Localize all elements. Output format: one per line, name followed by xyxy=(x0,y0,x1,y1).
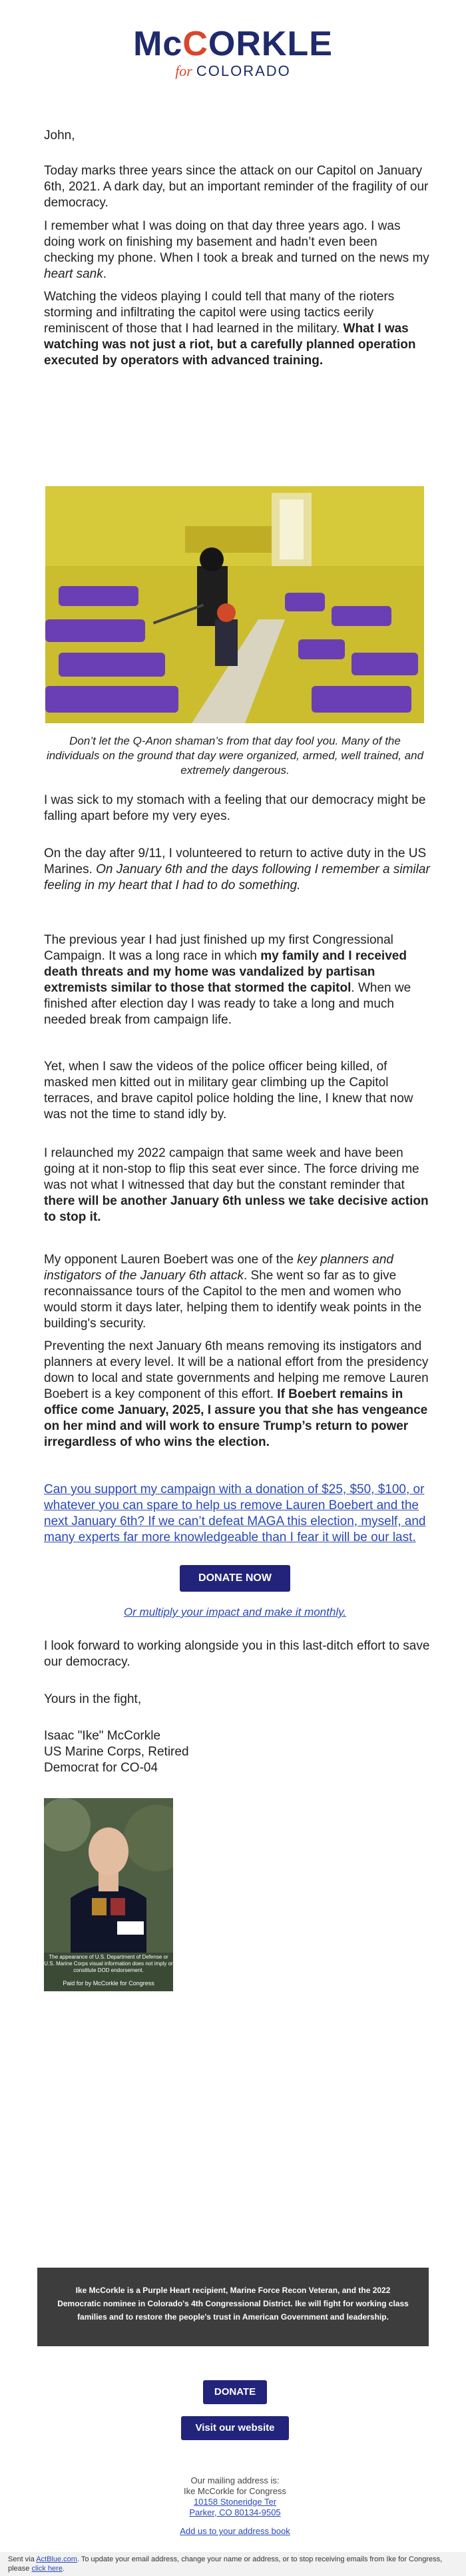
donate-link-paragraph[interactable] xyxy=(44,1482,430,1546)
paragraph-7: Yet, when I saw the videos of the police officer being killed, of masked men kitted out in military gear climbing up the Capitol terraces, and brave capitol police holding the line, I knew that now was not the time to stand idly by. xyxy=(44,1060,413,1122)
capitol-riot-photo xyxy=(45,486,424,723)
mailing-address xyxy=(44,2475,426,2537)
mailing-street[interactable]: 10158 Stoneridge Ter xyxy=(193,2497,277,2507)
unsubscribe-link[interactable]: click here xyxy=(31,2565,63,2573)
mailing-city[interactable]: Parker, CO 80134-9505 xyxy=(189,2507,281,2517)
candidate-portrait xyxy=(44,1798,173,1991)
signature-role: Democrat for CO-04 xyxy=(44,1761,158,1775)
donate-text-link[interactable]: Can you support my campaign with a donation of $25, $50, $100, or whatever you can spare to help us remove Lauren Boebert and the next January 6th? If we can’t defeat MAGA this election, myself, and many experts far more knowledgeable than I fear it will be our last. xyxy=(44,1482,426,1544)
signature-title: US Marine Corps, Retired xyxy=(44,1745,189,1759)
email-footer: Sent via ActBlue.com. To update your email address, change your name or address, or to stop receiving emails from Ike for Congress, please click here. xyxy=(0,2552,466,2576)
monthly-donation-link[interactable]: Or multiply your impact and make it monthly. xyxy=(123,1606,347,1618)
logo-subtitle: for COLORADO xyxy=(175,63,291,79)
mailing-label: Our mailing address is: xyxy=(190,2475,280,2485)
paragraph-8: I relaunched my 2022 campaign that same week and have been going at it non-stop to flip this seat ever since. The force driving me was not what I witnessed that day but the constant reminder that there will be another January 6th unless we take decisive action to stop it. xyxy=(44,1146,429,1224)
signoff: Yours in the fight, xyxy=(44,1692,142,1706)
signature-block xyxy=(44,1728,430,1776)
monthly-link-wrap xyxy=(44,1604,426,1620)
paragraph-3: Watching the videos playing I could tell that many of the rioters storming and infiltrating the capitol were using tactics eerily reminiscent of those that I had learned in the military. What I was watching was not just a riot, but a carefully planned operation executed by operators with advanced training. xyxy=(44,290,416,368)
candidate-bio: Ike McCorkle is a Purple Heart recipient, Marine Force Recon Veteran, and the 2022 Democratic nominee in Colorado's 4th Congressional District. Ike will fight for working class families and to restore the people's trust in American Government and leadership. xyxy=(57,2286,409,2322)
visit-website-button[interactable]: Visit our website xyxy=(181,2416,289,2440)
donate-now-button[interactable]: DONATE NOW xyxy=(180,1565,290,1592)
portrait-paid-for: Paid for by McCorkle for Congress xyxy=(63,1980,154,1987)
actblue-link[interactable]: ActBlue.com xyxy=(36,2555,77,2563)
portrait-disclaimer: The appearance of U.S. Department of Defense or U.S. Marine Corps visual information does not imply or constitute DOD endorsement. xyxy=(44,1954,173,1973)
paragraph-9: My opponent Lauren Boebert was one of the key planners and instigators of the January 6th attack. She went so far as to give reconnaissance tours of the Capitol to the men and women who would storm it days later, helping them to identify weak points in the building's security. xyxy=(44,1253,422,1331)
portrait-image xyxy=(44,1798,173,1953)
paragraph-4: I was sick to my stomach with a feeling that our democracy might be falling apart before my very eyes. xyxy=(44,793,426,823)
paragraph-11: I look forward to working alongside you in this last-ditch effort to save our democracy. xyxy=(44,1639,430,1669)
paragraph-5: On the day after 9/11, I volunteered to return to active duty in the US Marines. On January 6th and the days following I remember a similar feeling in my heart that I had to do something. xyxy=(44,846,430,892)
paragraph-10: Preventing the next January 6th means removing its instigators and planners at every level. It will be a national effort from the presidency down to local and state governments and helping me remove Lauren Boebert is a key component of this effort. If Boebert remains in office come January, 2025, I assure you that she has vengeance on her mind and will work to ensure Trump’s return to power irregardless of who wins the election. xyxy=(44,1339,429,1449)
paragraph-6: The previous year I had just finished up my first Congressional Campaign. It was a long race in which my family and I received death threats and my home was vandalized by partisan extremists similar to those that stormed the capitol. When we finished after election day I was ready to take a long and much needed break from campaign life. xyxy=(44,933,411,1027)
mailing-org: Ike McCorkle for Congress xyxy=(184,2486,286,2496)
photo-caption: Don’t let the Q-Anon shaman’s from that day fool you. Many of the individuals on the ground that day were organized, armed, well trained, and extremely dangerous. xyxy=(46,735,424,777)
address-book-link[interactable]: Add us to your address book xyxy=(180,2526,290,2536)
greeting: John, xyxy=(44,129,75,143)
logo-name: McCORKLE xyxy=(133,25,333,63)
donate-button[interactable]: DONATE xyxy=(203,2380,267,2404)
candidate-bio-box xyxy=(37,2268,429,2346)
signature-name: Isaac "Ike" McCorkle xyxy=(44,1729,161,1743)
campaign-logo[interactable] xyxy=(126,25,340,80)
paragraph-2: I remember what I was doing on that day three years ago. I was doing work on finishing my basement and hadn’t even been checking my phone. When I took a break and turned on the news my heart sank. xyxy=(44,219,429,281)
paragraph-1: Today marks three years since the attack on our Capitol on January 6th, 2021. A dark day, but an important reminder of the fragility of our democracy. xyxy=(44,164,429,210)
